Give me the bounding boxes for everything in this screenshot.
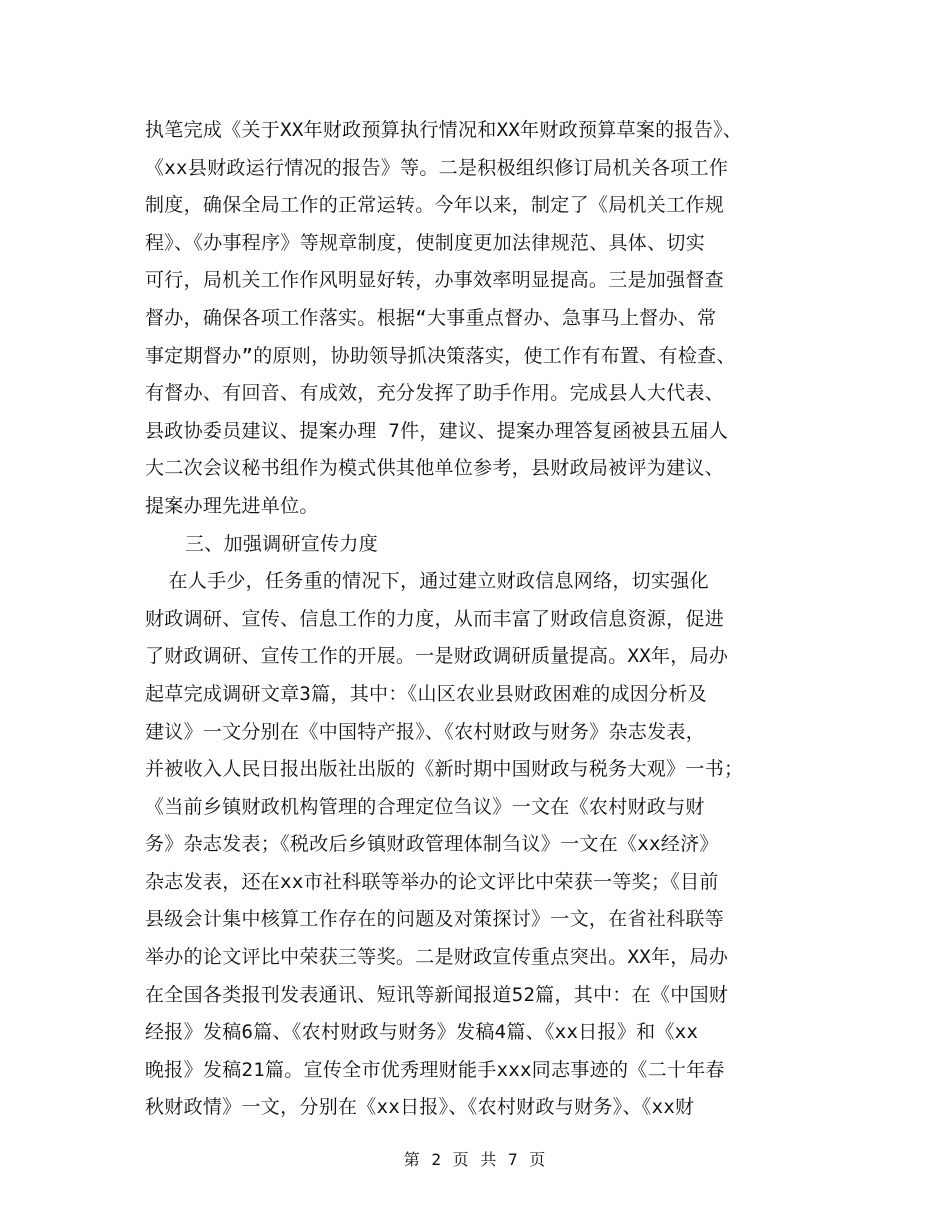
text-line: 提案办理先进单位。: [145, 494, 319, 517]
text-line: 秋财政情》一文，分别在《xx日报》、《农村财政与财务》、《xx财: [145, 1096, 695, 1119]
text-line: 执笔完成《关于XX年财政预算执行情况和XX年财政预算草案的报告》、: [145, 119, 743, 141]
text-line: 并被收入人民日报出版社出版的《新时期中国财政与税务大观》一书；: [145, 758, 744, 781]
text-line: 在全国各类报刊发表通讯、短讯等新闻报道52篇，其中：在《中国财: [145, 983, 729, 1006]
text-line: 财政调研、宣传、信息工作的力度，从而丰富了财政信息资源，促进: [145, 607, 725, 630]
section-heading: 三、加强调研宣传力度: [185, 532, 379, 555]
text-line: 《当前乡镇财政机构管理的合理定位刍议》一文在《农村财政与财: [145, 795, 705, 818]
text-line: 县级会计集中核算工作存在的问题及对策探讨》一文，在省社科联等: [145, 908, 725, 931]
text-line: 起草完成调研文章3篇，其中：《山区农业县财政困难的成因分析及: [145, 682, 707, 705]
text-line: 务》杂志发表；《税改后乡镇财政管理体制刍议》一文在《xx经济》: [145, 833, 719, 856]
text-line: 建议》一文分别在《中国特产报》、《农村财政与财务》杂志发表，: [145, 720, 706, 743]
text-line: 在人手少，任务重的情况下，通过建立财政信息网络，切实强化: [145, 570, 709, 593]
text-line: 晚报》发稿21篇。宣传全市优秀理财能手xxx同志事迹的《二十年春: [145, 1058, 725, 1081]
text-line: 大二次会议秘书组作为模式供其他单位参考，县财政局被评为建议、: [145, 457, 725, 480]
text-line: 杂志发表，还在xx市社科联等举办的论文评比中荣获一等奖；《目前: [145, 870, 719, 893]
text-line: 经报》发稿6篇、《农村财政与财务》发稿4篇、《xx日报》和《xx: [145, 1021, 699, 1044]
text-line: 程》、《办事程序》等规章制度，使制度更加法律规范、具体、切实: [145, 231, 706, 254]
text-line: 县政协委员建议、提案办理 7件，建议、提案办理答复函被县五届人: [145, 419, 729, 442]
text-line: 举办的论文评比中荣获三等奖。二是财政宣传重点突出。XX年，局办: [145, 946, 729, 969]
text-line: 可行，局机关工作作风明显好转，办事效率明显提高。三是加强督查: [145, 269, 725, 292]
body-text: [145, 112, 815, 1127]
text-line: 事定期督办”的原则，协助领导抓决策落实，使工作有布置、有检查、: [145, 344, 736, 367]
text-line: 督办，确保各项工作落实。根据“大事重点督办、急事马上督办、常: [145, 306, 717, 329]
text-line: 《xx县财政运行情况的报告》等。二是积极组织修订局机关各项工作: [145, 156, 729, 179]
page-footer: 第 2 页 共 7 页: [403, 1150, 547, 1169]
text-line: 了财政调研、宣传工作的开展。一是财政调研质量提高。XX年，局办: [145, 645, 729, 668]
text-line: 有督办、有回音、有成效，充分发挥了助手作用。完成县人大代表、: [145, 382, 725, 405]
text-line: 制度，确保全局工作的正常运转。今年以来，制定了《局机关工作规: [145, 194, 725, 217]
